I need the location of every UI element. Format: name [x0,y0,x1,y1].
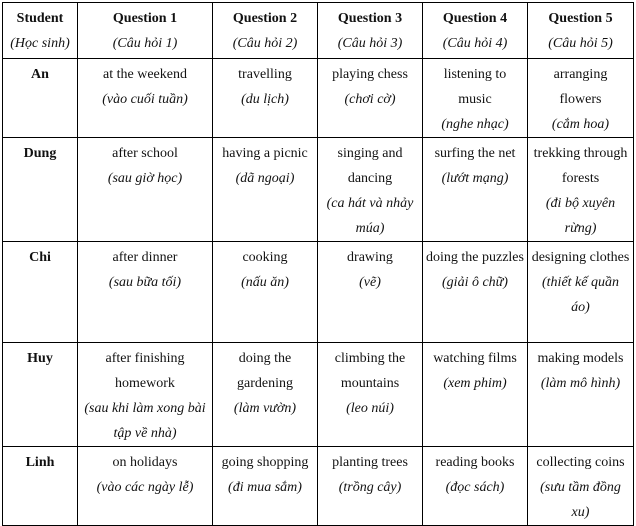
answer-en: drawing [347,250,393,265]
answer-vi: (sau giờ học) [107,171,183,186]
answer-vi: (vào cuối tuần) [102,92,188,107]
answer-cell [213,447,318,526]
answer-en: planting trees [332,455,408,470]
answer-cell [78,242,213,343]
answer-vi: (sau bữa tối) [108,275,182,290]
answer-vi: (du lịch) [241,92,289,107]
header-row [3,3,634,59]
answer-cell [213,242,318,343]
answer-en: doing the puzzles [426,250,524,265]
header-vi: (Câu hỏi 1) [112,36,178,51]
answer-vi: (lướt mạng) [441,171,509,186]
header-en: Question 4 [442,11,508,26]
answer-en: after school [112,146,178,161]
header-cell-student [3,3,78,59]
survey-table [2,2,634,526]
answer-vi: (nghe nhạc) [441,117,509,132]
table-row [3,242,634,343]
answer-cell [318,59,423,138]
answer-vi: (đi bộ xuyên rừng) [545,196,616,236]
answer-cell [528,59,634,138]
answer-en: watching films [433,351,517,366]
student-name: Chi [3,242,78,343]
answer-en: after finishing homework [105,351,185,391]
table-row [3,138,634,242]
answer-cell [423,242,528,343]
answer-cell [318,447,423,526]
answer-en: doing the gardening [237,351,293,391]
header-cell-question-2 [213,3,318,59]
answer-cell [423,343,528,447]
answer-en: designing clothes [531,250,630,265]
answer-cell [213,343,318,447]
header-vi: (Câu hỏi 5) [548,36,613,51]
answer-cell [528,447,634,526]
header-cell-question-3 [318,3,423,59]
answer-vi: (vào các ngày lễ) [96,480,194,495]
answer-vi: (đi mua sắm) [228,480,302,495]
header-en: Student [16,11,64,26]
answer-en: playing chess [332,67,408,82]
answer-vi: (cắm hoa) [551,117,610,132]
answer-cell [423,59,528,138]
student-name: An [3,59,78,138]
answer-cell [423,447,528,526]
answer-cell [78,59,213,138]
answer-cell [318,242,423,343]
answer-cell [78,447,213,526]
answer-cell [78,343,213,447]
header-cell-question-1 [78,3,213,59]
answer-en: reading books [435,455,515,470]
answer-en: singing and dancing [337,146,403,186]
answer-cell [528,343,634,447]
answer-en: having a picnic [222,146,308,161]
answer-en: cooking [242,250,288,265]
answer-en: collecting coins [536,455,625,470]
header-en: Question 5 [548,11,613,26]
answer-vi: (trồng cây) [338,480,402,495]
student-name: Dung [3,138,78,242]
answer-vi: (vẽ) [359,275,381,290]
answer-cell [423,138,528,242]
answer-cell [213,59,318,138]
answer-vi: (dã ngoại) [235,171,295,186]
header-vi: (Câu hỏi 2) [232,36,298,51]
answer-en: after dinner [112,250,178,265]
answer-cell [318,138,423,242]
answer-en: listening to music [443,67,507,107]
answer-vi: (sưu tầm đồng xu) [540,480,621,520]
student-name: Linh [3,447,78,526]
student-name: Huy [3,343,78,447]
answer-en: at the weekend [103,67,187,82]
answer-vi: (xem phim) [443,376,507,391]
header-en: Question 1 [112,11,178,26]
answer-vi: (leo núi) [346,401,394,416]
answer-en: making models [537,351,624,366]
header-vi: (Câu hỏi 3) [337,36,403,51]
answer-en: going shopping [221,455,309,470]
answer-vi: (ca hát và nhảy múa) [326,196,414,236]
answer-vi: (làm mô hình) [540,376,621,391]
answer-vi: (nấu ăn) [241,275,289,290]
answer-vi: (đọc sách) [445,480,505,495]
answer-vi: (giải ô chữ) [442,275,508,290]
header-en: Question 2 [232,11,298,26]
table-row [3,59,634,138]
answer-cell [528,242,634,343]
answer-cell [213,138,318,242]
header-vi: (Học sinh) [10,36,70,51]
answer-cell [318,343,423,447]
answer-en: trekking through forests [533,146,628,186]
answer-cell [78,138,213,242]
header-cell-question-5 [528,3,634,59]
table-row [3,343,634,447]
answer-vi: (chơi cờ) [344,92,396,107]
answer-en: on holidays [112,455,178,470]
answer-en: surfing the net [434,146,516,161]
answer-vi: (làm vườn) [233,401,297,416]
table-row [3,447,634,526]
answer-en: arranging flowers [553,67,608,107]
header-cell-question-4 [423,3,528,59]
header-en: Question 3 [337,11,403,26]
answer-en: travelling [238,67,292,82]
header-vi: (Câu hỏi 4) [442,36,508,51]
answer-vi: (sau khi làm xong bài tập về nhà) [84,401,206,441]
answer-vi: (thiết kế quần áo) [542,275,619,315]
answer-en: climbing the mountains [334,351,406,391]
answer-cell [528,138,634,242]
